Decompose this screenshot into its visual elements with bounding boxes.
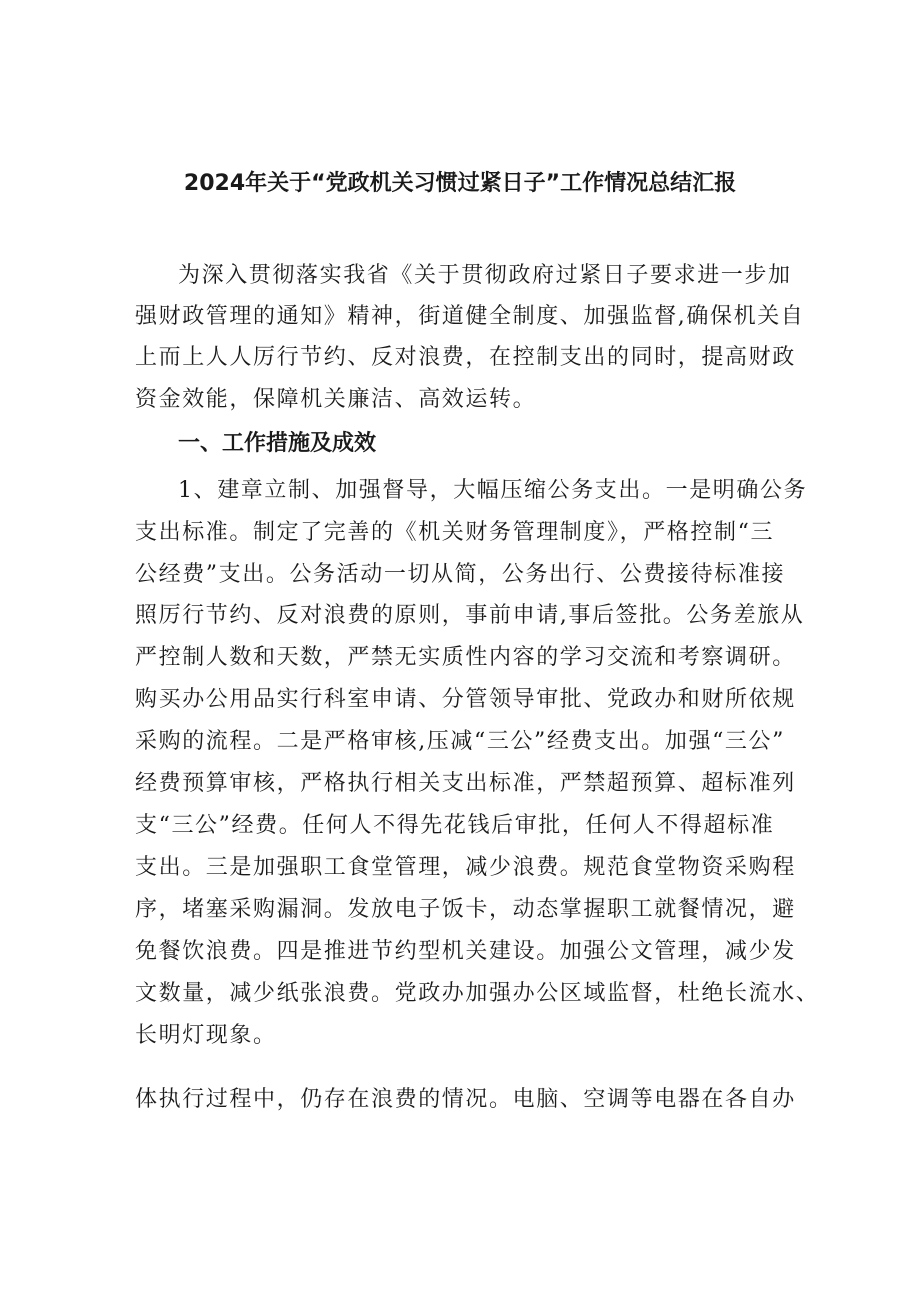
body-line: 采购的流程。二是严格审核,压减“三公”经费支出。加强“三公” bbox=[135, 729, 785, 754]
intro-line: 强财政管理的通知》精神，街道健全制度、加强监督,确保机关自 bbox=[135, 304, 805, 329]
body-line: 照厉行节约、反对浪费的原则，事前申请,事后签批。公务差旅从 bbox=[135, 603, 805, 628]
body-line: 严控制人数和天数，严禁无实质性内容的学习交流和考察调研。 bbox=[135, 645, 796, 670]
body-line: 支出。三是加强职工食堂管理，减少浪费。规范食堂物资采购程 bbox=[135, 855, 796, 880]
section-heading: 一、工作措施及成效 bbox=[178, 431, 377, 456]
intro-line: 为深入贯彻落实我省《关于贯彻政府过紧日子要求进一步加 bbox=[178, 263, 792, 288]
body-line: 文数量，减少纸张浪费。党政办加强办公区域监督，杜绝长流水、 bbox=[135, 981, 820, 1006]
body-line: 1、建章立制、加强督导，大幅压缩公务支出。一是明确公务 bbox=[178, 478, 808, 503]
body-line: 长明灯现象。 bbox=[135, 1023, 277, 1048]
document-title: 2024年关于“党政机关习惯过紧日子”工作情况总结汇报 bbox=[183, 171, 737, 196]
intro-line: 资金效能，保障机关廉洁、高效运转。 bbox=[135, 387, 537, 412]
body-line: 免餐饮浪费。四是推进节约型机关建设。加强公文管理，减少发 bbox=[135, 939, 796, 964]
intro-line: 上而上人人厉行节约、反对浪费，在控制支出的同时，提高财政 bbox=[135, 345, 796, 370]
body-line: 序，堵塞采购漏洞。发放电子饭卡，动态掌握职工就餐情况，避 bbox=[135, 897, 796, 922]
body-line: 公经费”支出。公务活动一切从简，公务出行、公费接待标准接 bbox=[135, 562, 786, 587]
body-line: 支“三公”经费。任何人不得先花钱后审批，任何人不得超标准 bbox=[135, 813, 775, 838]
body-line: 支出标准。制定了完善的《机关财务管理制度》，严格控制“三 bbox=[135, 520, 775, 545]
trailing-line: 体执行过程中，仍存在浪费的情况。电脑、空调等电器在各自办 bbox=[135, 1087, 796, 1112]
body-line: 经费预算审核，严格执行相关支出标准，严禁超预算、超标准列 bbox=[135, 771, 796, 796]
body-line: 购买办公用品实行科室申请、分管领导审批、党政办和财所依规 bbox=[135, 687, 796, 712]
